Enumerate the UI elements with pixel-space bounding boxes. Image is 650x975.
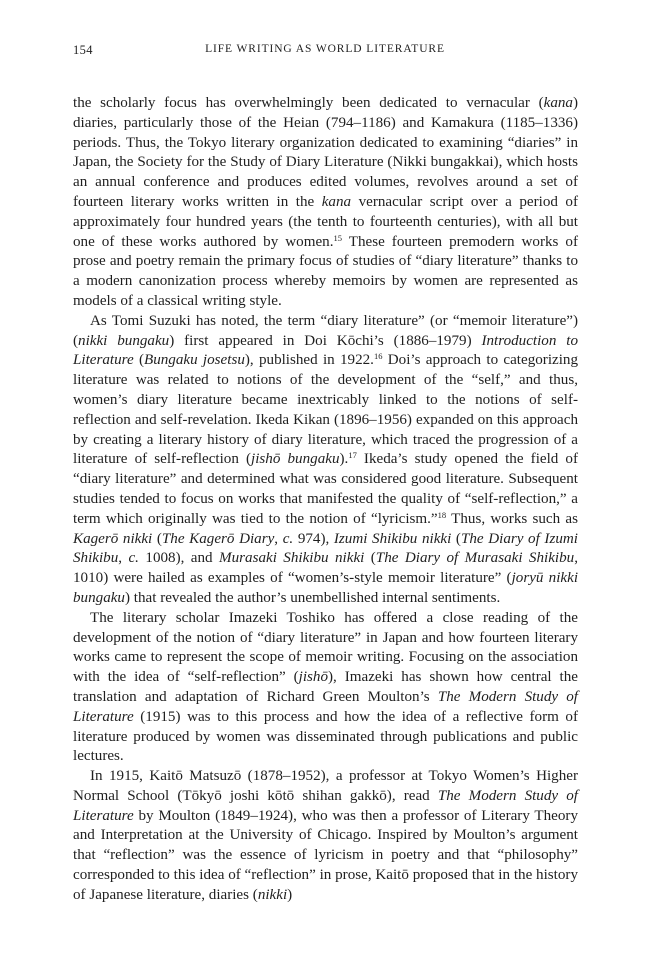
text-run: In 1915, Kaitō Matsuzō (1878–1952), a professor at Tokyo Women’s Higher Normal School (Tōkyō joshi kōtō shihan gakkō), read xyxy=(73,768,578,804)
text-run: ( xyxy=(451,530,461,547)
text-run: vernacular script over a period of approximately four hundred years (the tenth to fourteenth centuries), with all but one of these works authored by women. xyxy=(73,193,578,250)
text-run: The literary scholar Imazeki Toshiko has offered a close reading of the development of the notion of “diary literature” in Japan and how fourteen literary works came to represent the scope of memoir writing. Focusing on the association with the idea of “self-reflection” ( xyxy=(73,609,578,686)
italic-text: The Diary of Izumi Shikibu xyxy=(73,530,578,567)
text-run: , xyxy=(274,530,283,547)
text-run: Doi’s approach to categorizing literature was related to notions of the development of the “self,” and thus, women’s diary literature became inextricably linked to the notions of self-reflection and self-revelation. Ikeda Kikan (1896–1956) expanded on this approach by creating a literary history of diary literature, which traced the progression of a literature of self-reflection ( xyxy=(73,352,578,468)
text-run: ). xyxy=(339,451,349,468)
italic-text: kana xyxy=(321,193,352,210)
paragraph xyxy=(73,609,578,767)
text-run: As Tomi Suzuki has noted, the term “diary literature” (or “memoir literature”) ( xyxy=(73,312,578,349)
italic-text: nikki bungaku xyxy=(78,332,170,349)
italic-text: kana xyxy=(543,95,573,111)
paragraph xyxy=(73,312,578,609)
text-run: by Moulton (1849–1924), who was then a professor of Literary Theory and Interpretation at the University of Chicago. Inspired by Moulton’s argument that “reflection” was the essence of lyricism in poetry and that “philosophy” corresponded to this idea of “reflection” in prose, Kaitō proposed that in the history of Japanese literature, diaries ( xyxy=(73,807,578,903)
text-run: ), published in 1922. xyxy=(244,352,374,369)
text-run: 1008), and xyxy=(138,550,220,567)
italic-text: Kagerō nikki xyxy=(73,530,153,547)
italic-text: nikki xyxy=(257,886,288,903)
italic-text: The Diary of Murasaki Shikibu xyxy=(375,550,575,567)
italic-text: The Kagerō Diary xyxy=(161,530,275,547)
text-run: ( xyxy=(152,530,162,547)
italic-text: Introduction to Literature xyxy=(73,332,579,369)
text-run: ), Imazeki has shown how central the translation and adaptation of Richard Green Moulton’s xyxy=(73,669,578,705)
page-number: 154 xyxy=(73,43,93,57)
paragraph xyxy=(73,767,578,906)
italic-text: Murasaki Shikibu nikki xyxy=(219,550,365,567)
text-run: ( xyxy=(364,550,376,567)
text-run: ) xyxy=(287,886,293,903)
text-run: Ikeda’s study opened the field of “diary literature” and determined what was considered good literature. Subsequent studies tended to focus on works that manifested the quality of “self-reflection,” a term which originally was tied to the notion of “lyricism.” xyxy=(73,451,579,527)
italic-text: The Modern Study of Literature xyxy=(73,688,579,725)
text-run: These fourteen premodern works of prose and poetry remain the primary focus of studies of “diary literature” thanks to a modern canonization process whereby memoirs by women are represented as models of a classical writing style. xyxy=(73,233,578,309)
body-text xyxy=(73,94,578,906)
italic-text: jishō bungaku xyxy=(251,451,340,468)
footnote-marker: 18 xyxy=(437,509,447,520)
running-head xyxy=(73,43,577,63)
italic-text: c. xyxy=(128,550,139,567)
paragraph xyxy=(73,94,578,312)
text-run: ( xyxy=(133,352,144,369)
text-run: , 1010) were hailed as examples of “women’s-style memoir literature” ( xyxy=(73,550,578,587)
italic-text: The Modern Study of Literature xyxy=(73,787,578,824)
text-run: , xyxy=(118,550,129,567)
italic-text: c. xyxy=(282,530,294,547)
footnote-marker: 15 xyxy=(333,232,342,243)
italic-text: Bungaku josetsu xyxy=(143,352,245,369)
text-run: the scholarly focus has overwhelmingly been dedicated to vernacular ( xyxy=(73,95,544,111)
running-title: LIFE WRITING AS WORLD LITERATURE xyxy=(205,43,445,55)
italic-text: joryū nikki bungaku xyxy=(73,570,579,606)
footnote-marker: 17 xyxy=(348,450,357,461)
italic-text: jishō xyxy=(298,669,329,686)
text-run: Thus, works such as xyxy=(446,510,578,527)
text-run: ) first appeared in Doi Kōchi’s (1886–1979) xyxy=(169,332,482,349)
footnote-marker: 16 xyxy=(373,351,383,362)
text-run: 974), xyxy=(293,530,334,547)
text-run: (1915) was to this process and how the idea of a reflective form of literature produced by women was disseminated through publications and public lectures. xyxy=(73,708,578,765)
text-run: ) that revealed the author’s unembellished internal sentiments. xyxy=(124,589,501,606)
italic-text: Izumi Shikibu nikki xyxy=(333,530,452,547)
text-run: ) diaries, particularly those of the Heian (794–1186) and Kamakura (1185–1336) periods. Thus, the Tokyo literary organization dedicated to examining “diaries” in Japan, the Society for the Study of Diary Literature (Nikki bungakkai), which hosts an annual conference and produces edited volumes, revolves around a set of fourteen literary works written in the xyxy=(73,95,578,210)
